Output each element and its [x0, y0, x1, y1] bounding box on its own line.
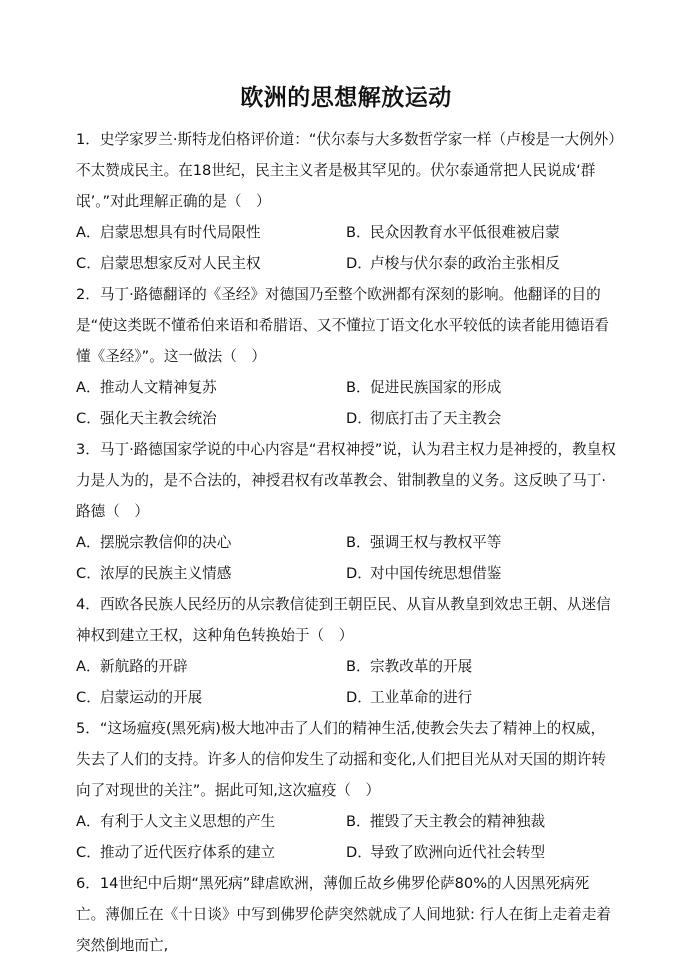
option-d: D．导致了欧洲向近代社会转型 — [346, 844, 546, 861]
option-a: A．摆脱宗教信仰的决心 — [76, 534, 232, 551]
option-d: D．卢梭与伏尔泰的政治主张相反 — [346, 255, 560, 272]
option-d: D．彻底打击了天主教会 — [346, 410, 502, 427]
options — [76, 527, 616, 589]
question-stem: 2．马丁·路德翻译的《圣经》对德国乃至整个欧洲都有深刻的影响。他翻译的目的是“使这类既不懂希伯来语和希腊语、又不懂拉丁语文化水平较低的读者能用德语看懂《圣经》”。这一做法（ ） — [76, 286, 609, 365]
option-d: D．工业革命的进行 — [346, 689, 473, 706]
question-stem: 3．马丁·路德国家学说的中心内容是“君权神授”说，认为君主权力是神授的，教皇权力是人为的，是不合法的，神授君权有改革教会、钳制教皇的义务。这反映了马丁·路德（ ） — [76, 441, 616, 520]
question-5 — [76, 713, 692, 868]
option-c: C．启蒙运动的开展 — [76, 689, 203, 706]
question-stem: 4．西欧各民族人民经历的从宗教信徒到王朝臣民、从盲从教皇到效忠王朝、从迷信神权到建立王权，这种角色转换始于（ ） — [76, 596, 611, 644]
question-1 — [76, 124, 692, 279]
option-b: B．宗教改革的开展 — [346, 658, 473, 675]
option-c: C．强化天主教会统治 — [76, 410, 217, 427]
option-a: A．推动人文精神复苏 — [76, 379, 217, 396]
option-b: B．民众因教育水平低很难被启蒙 — [346, 224, 560, 241]
option-b: B．强调王权与教权平等 — [346, 534, 502, 551]
options — [76, 372, 616, 434]
option-a: A．新航路的开辟 — [76, 658, 188, 675]
option-d: D．对中国传统思想借鉴 — [346, 565, 502, 582]
option-c: C．启蒙思想家反对人民主权 — [76, 255, 261, 272]
option-c: C．浓厚的民族主义情感 — [76, 565, 232, 582]
question-stem: 6．14世纪中后期“黑死病”肆虐欧洲，薄伽丘故乡佛罗伦萨80%的人因黑死病死亡。薄伽丘在《十日谈》中写到佛罗伦萨突然就成了人间地狱: 行人在街上走着走着突然倒地而亡, — [76, 875, 611, 954]
option-b: B．促进民族国家的形成 — [346, 379, 502, 396]
option-a: A．有利于人文主义思想的产生 — [76, 813, 276, 830]
options — [76, 651, 616, 713]
question-stem: 5．“这场瘟疫(黑死病)极大地冲击了人们的精神生活,使教会失去了精神上的权威，失去了人们的支持。许多人的信仰发生了动摇和变化,人们把目光从对天国的期许转向了对现世的关注”。据此可知,这次瘟疫（ ） — [76, 720, 607, 799]
question-stem: 1．史学家罗兰·斯特龙伯格评价道：“伏尔泰与大多数哲学家一样（卢梭是一大例外）不太赞成民主。在18世纪，民主主义者是极其罕见的。伏尔泰通常把人民说成‘群氓’。”对此理解正确的是（ ） — [76, 131, 616, 210]
options — [76, 217, 616, 279]
page-title: 欧洲的思想解放运动 — [240, 85, 452, 111]
question-6 — [76, 868, 692, 961]
option-a: A．启蒙思想具有时代局限性 — [76, 224, 261, 241]
options — [76, 806, 616, 868]
question-2 — [76, 279, 692, 434]
question-3 — [76, 434, 692, 589]
question-4 — [76, 589, 692, 713]
option-b: B．摧毁了天主教会的精神独裁 — [346, 813, 546, 830]
option-c: C．推动了近代医疗体系的建立 — [76, 844, 276, 861]
